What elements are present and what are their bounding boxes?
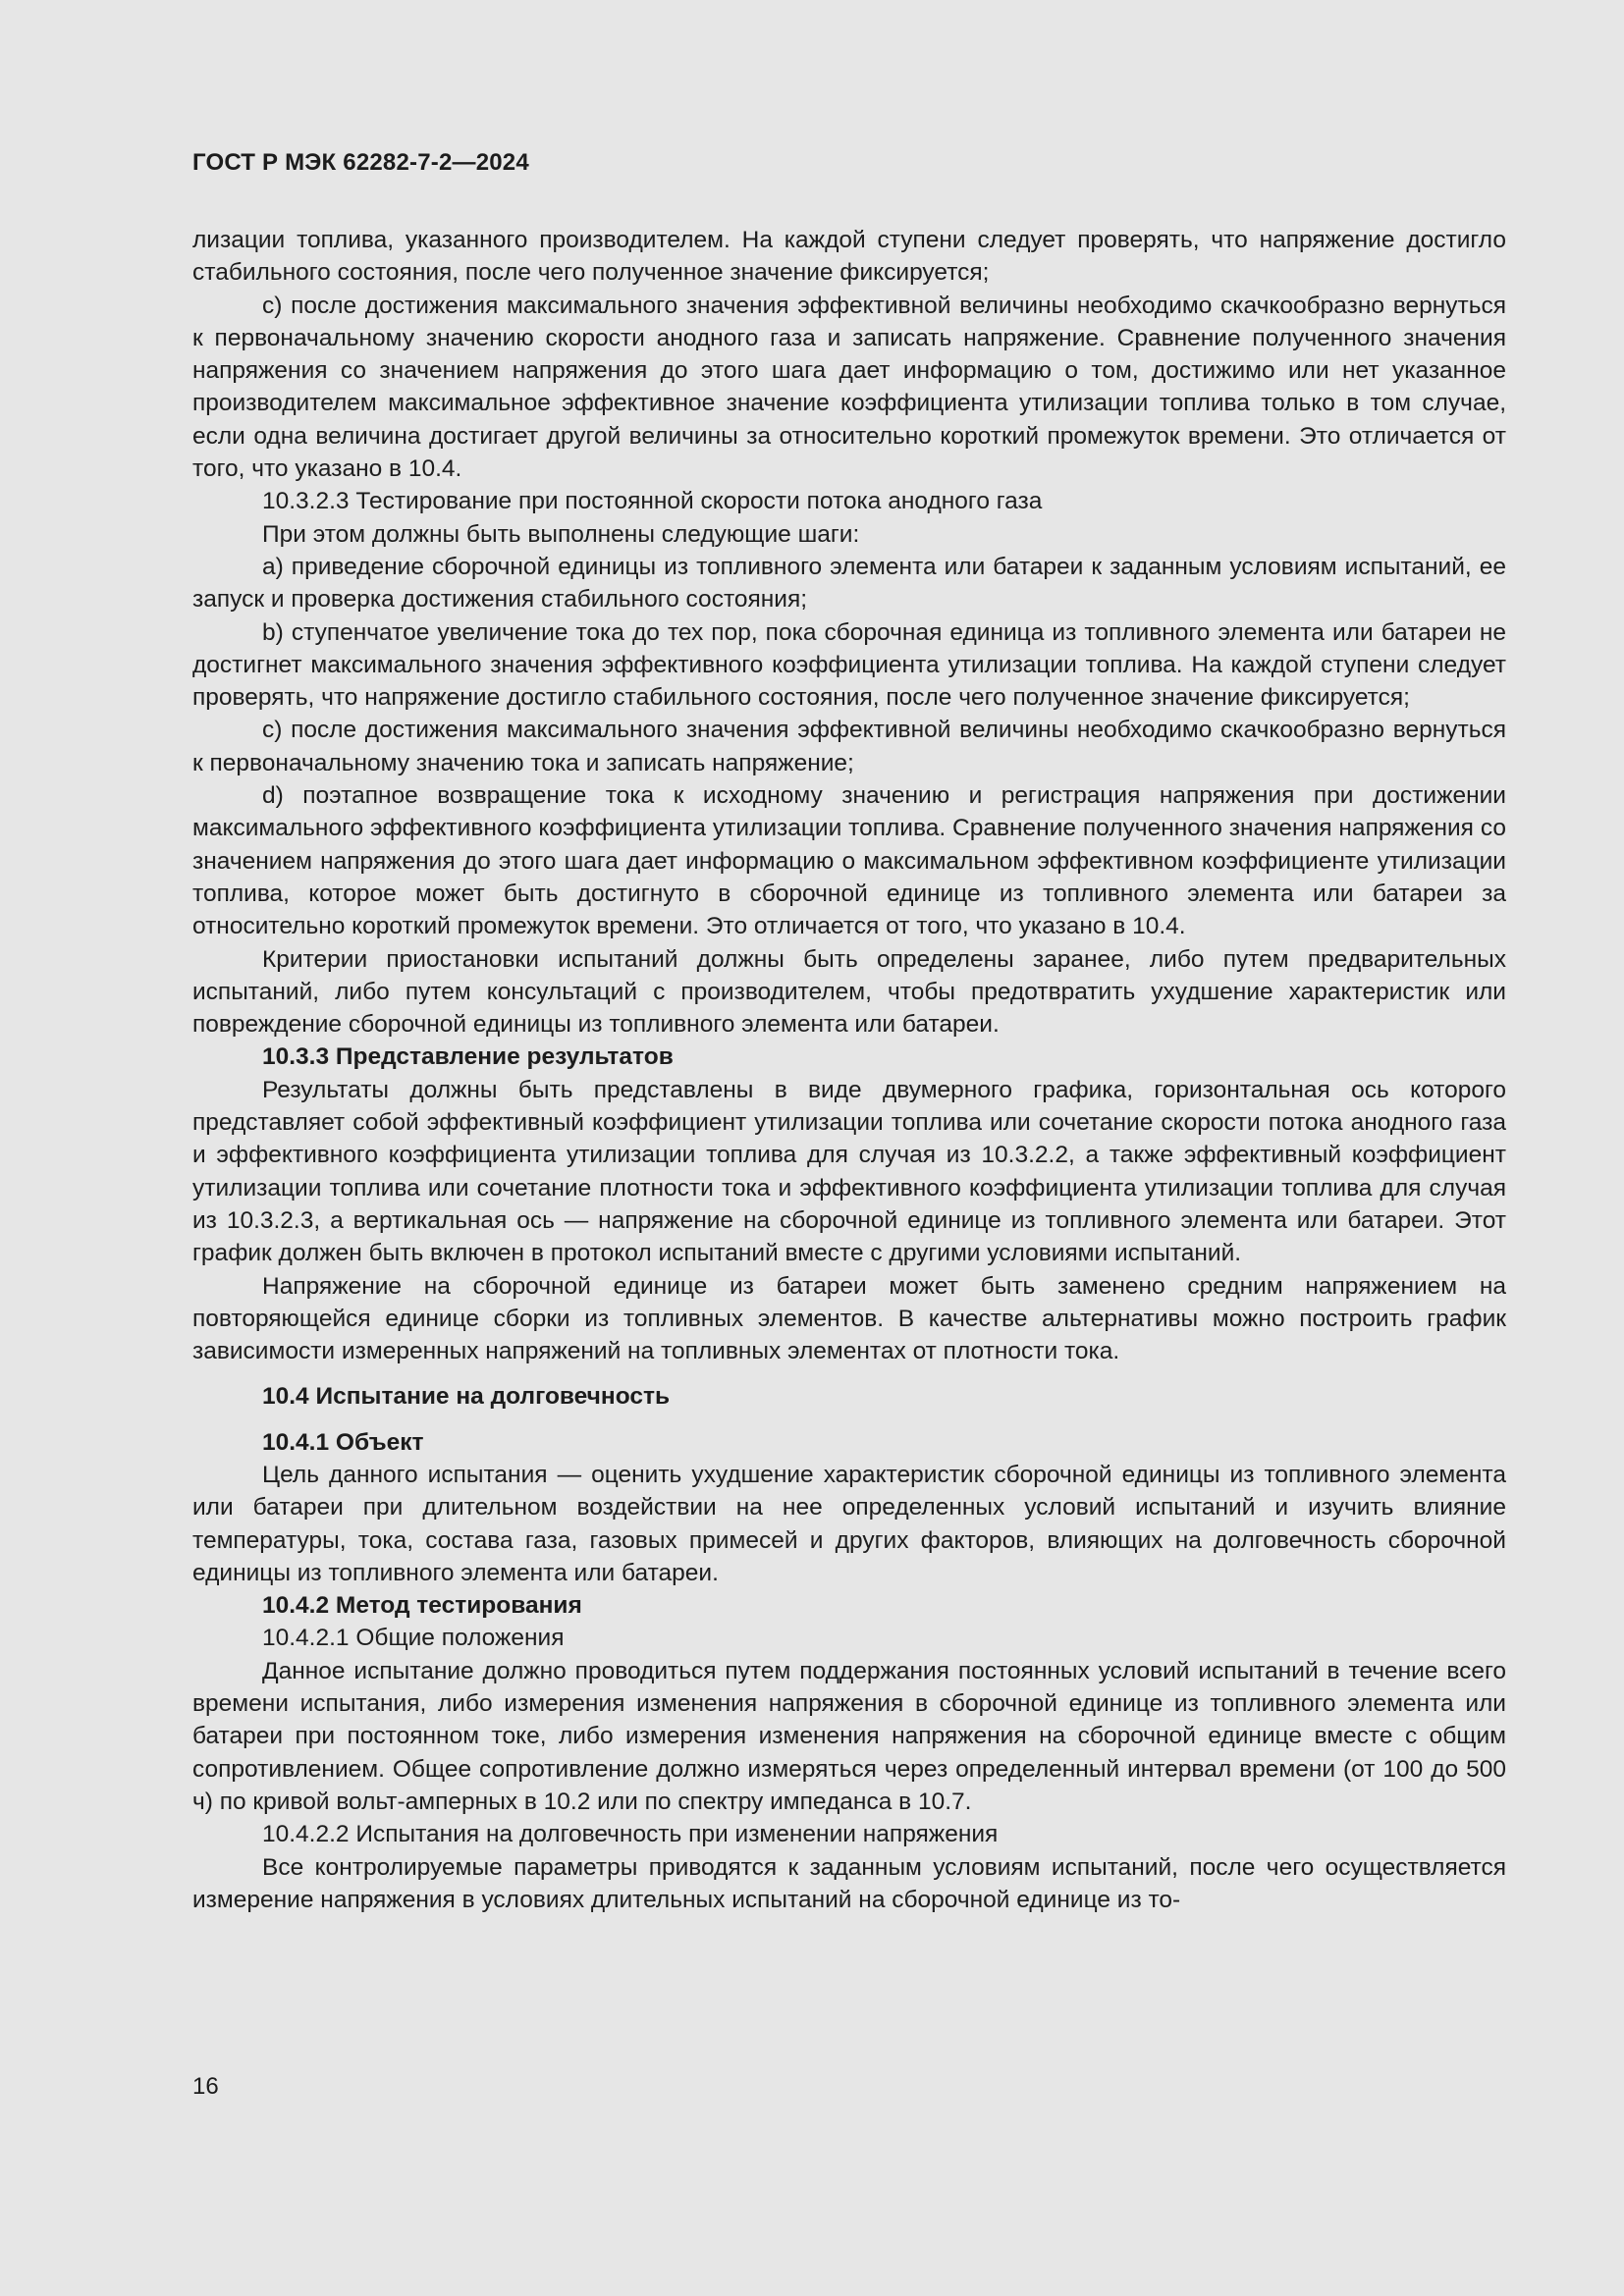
subsection-heading-10-4-2-2: 10.4.2.2 Испытания на долговечность при изменении напряжения [262,1821,999,1848]
section-heading-10-4: 10.4 Испытание на долговечность [262,1383,671,1411]
section-heading-10-4-2: 10.4.2 Метод тестирования [262,1592,582,1620]
subsection-heading-10-3-2-3: 10.3.2.3 Тестирование при постоянной скорости потока анодного газа [262,488,1043,515]
document-header: ГОСТ Р МЭК 62282-7-2—2024 [192,149,529,176]
paragraph: Цель данного испытания — оценить ухудшение характеристик сборочной единицы из топливного элемента или батареи при длительном воздействии на нее определенных условий испытаний и изучить влияние температуры, тока, состава газа, газовых примесей и других факторов, влияющих на долговечность сборочной единицы из топливного элемента или батареи. [192,1461,1506,1586]
subsection-heading-10-4-2-1: 10.4.2.1 Общие положения [262,1625,565,1652]
section-heading-10-4-1: 10.4.1 Объект [262,1428,424,1456]
paragraph: Данное испытание должно проводиться путем поддержания постоянных условий испытаний в течение всего времени испытания, либо измерения изменения напряжения в сборочной единице из топливного элемента или батареи при постоянном токе, либо измерения изменения напряжения на сборочной единице вместе с общим сопротивлением. Общее сопротивление должно измеряться через определенный интервал времени (от 100 до 500 ч) по кривой вольт-амперных в 10.2 или по спектру импеданса в 10.7. [192,1657,1506,1815]
paragraph: При этом должны быть выполнены следующие шаги: [262,520,860,548]
list-item-d: d) поэтапное возвращение тока к исходному значению и регистрация напряжения при достижении максимального эффективного коэффициента утилизации топлива. Сравнение полученного значения напряжения со значением напряжения до этого шага дает информацию о максимальном эффективном коэффициенте утилизации топлива, которое может быть достигнуто в сборочной единице из топливного элемента или батареи за относительно короткий промежуток времени. Это отличается от того, что указано в 10.4. [192,782,1506,940]
section-heading-10-3-3: 10.3.3 Представление результатов [262,1043,674,1071]
paragraph: Результаты должны быть представлены в виде двумерного графика, горизонтальная ось которого представляет собой эффективный коэффициент утилизации топлива или сочетание скорости потока анодного газа и эффективного коэффициента утилизации топлива для случая из 10.3.2.2, а также эффективный коэффициент утилизации топлива или сочетание плотности тока и эффективного коэффициента утилизации топлива для случая из 10.3.2.3, а вертикальная ось — напряжение на сборочной единице из топливного элемента или батареи. Этот график должен быть включен в протокол испытаний вместе с другими условиями испытаний. [192,1076,1506,1267]
paragraph: Все контролируемые параметры приводятся к заданным условиям испытаний, после чего осуществляется измерение напряжения в условиях длительных испытаний на сборочной единице из то- [192,1853,1506,1913]
list-item-c: c) после достижения максимального значения эффективной величины необходимо скачкообразно вернуться к первоначальному значению тока и записать напряжение; [192,717,1506,776]
list-item-b: b) ступенчатое увеличение тока до тех пор, пока сборочная единица из топливного элемента или батареи не достигнет максимального значения эффективного коэффициента утилизации топлива. На каждой ступени следует проверять, что напряжение достигло стабильного состояния, после чего полученное значение фиксируется; [192,618,1506,712]
list-item-c: c) после достижения максимального значения эффективной величины необходимо скачкообразно вернуться к первоначальному значению скорости анодного газа и записать напряжение. Сравнение полученного значения напряжения со значением напряжения до этого шага дает информацию о том, достижимо или нет указанное производителем максимальное эффективное значение коэффициента утилизации топлива только в том случае, если одна величина достигает другой величины за относительно короткий промежуток времени. Это отличается от того, что указано в 10.4. [192,292,1506,483]
page-number: 16 [192,2073,219,2100]
list-item-a: a) приведение сборочной единицы из топливного элемента или батареи к заданным условиям испытаний, ее запуск и проверка достижения стабильного состояния; [192,553,1506,614]
paragraph: Критерии приостановки испытаний должны быть определены заранее, либо путем предварительных испытаний, либо путем консультаций с производителем, чтобы предотвратить ухудшение характеристик или повреждение сборочной единицы из топливного элемента или батареи. [192,945,1506,1039]
paragraph: Напряжение на сборочной единице из батареи может быть заменено средним напряжением на повторяющейся единице сборки из топливных элементов. В качестве альтернативы можно построить график зависимости измеренных напряжений на топливных элементах от плотности тока. [192,1272,1506,1365]
paragraph-continued: лизации топлива, указанного производителем. На каждой ступени следует проверять, что напряжение достигло стабильного состояния, после чего полученное значение фиксируется; [192,227,1506,287]
document-body [192,224,1506,1916]
